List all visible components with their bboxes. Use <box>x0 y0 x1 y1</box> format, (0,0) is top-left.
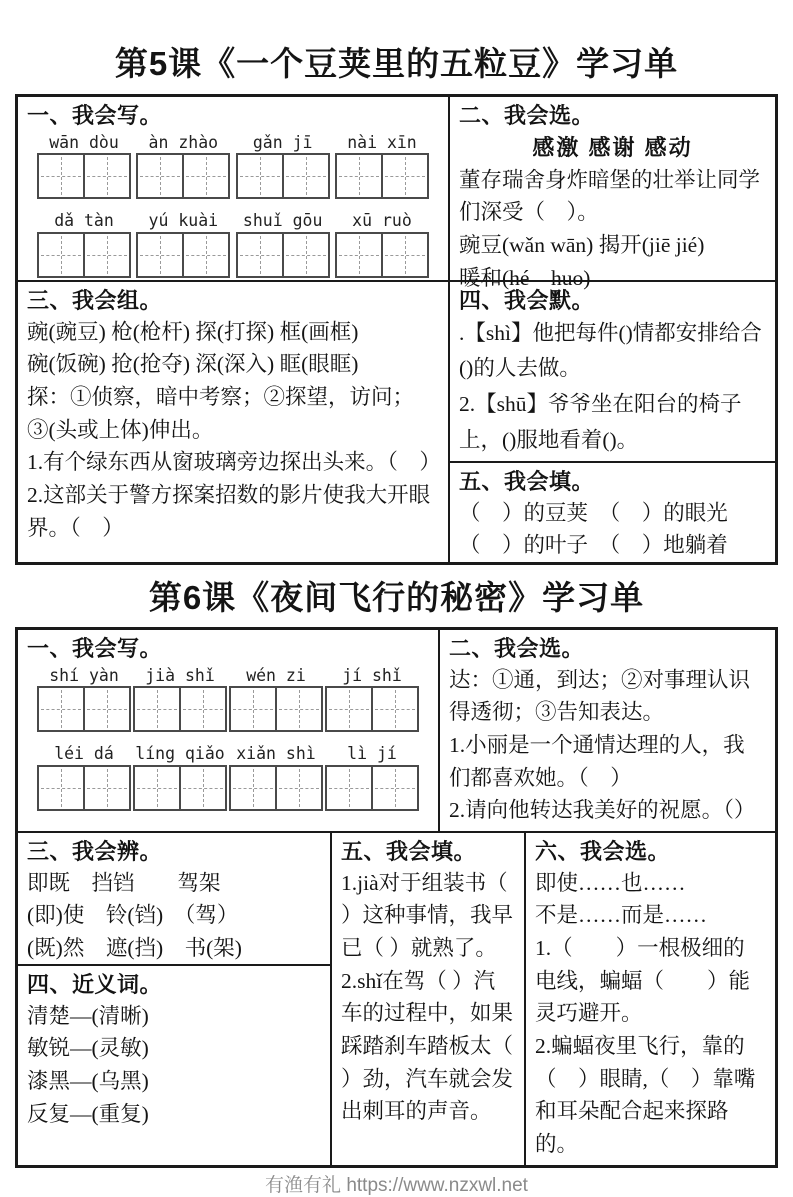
grid-cell <box>83 688 129 730</box>
grid-cell <box>327 688 371 730</box>
writing-grid <box>133 765 227 811</box>
pinyin-grid-group <box>236 211 330 278</box>
ws2-section-write <box>18 630 440 831</box>
pinyin-grid-group <box>335 211 429 278</box>
pinyin-label: jí shǐ <box>342 665 402 685</box>
ws2-xuan-heading: 六、我会选。 <box>535 839 671 865</box>
writing-grid <box>335 153 429 199</box>
pinyin-label: shí yàn <box>49 665 119 685</box>
worksheet1-table <box>15 94 778 565</box>
ws2-bian-line: 即既 挡铛 驾架 <box>27 870 221 895</box>
writing-grid <box>136 232 230 278</box>
ws2-section-tian <box>332 833 526 1165</box>
ws1-zu-line: 探：①侦察，暗中考察；②探望，访问；③(头或上体)伸出。 <box>27 385 415 442</box>
ws1-write-heading: 一、我会写。 <box>27 103 163 128</box>
ws2-write-heading: 一、我会写。 <box>27 636 163 661</box>
pinyin-grid-group <box>133 744 227 811</box>
pinyin-grid-group <box>37 133 131 200</box>
worksheet2-title: 第6课《夜间飞行的秘密》学习单 <box>148 579 645 616</box>
grid-cell <box>39 767 83 809</box>
writing-grid <box>325 765 419 811</box>
grid-cell <box>371 767 417 809</box>
ws2-tian-line: 1.jià对于组装书（ ）这种事情，我早已（ ）就熟了。 <box>341 870 514 961</box>
writing-grid <box>229 686 323 732</box>
ws1-choose-line: 豌豆(wǎn wān) 揭开(jiē jié) <box>459 233 705 258</box>
grid-cell <box>275 688 321 730</box>
ws2-section-xuan <box>526 833 775 1165</box>
writing-grid <box>37 153 131 199</box>
pinyin-label: wān dòu <box>49 132 119 152</box>
grid-cell <box>231 767 275 809</box>
ws1-section-tian <box>450 463 775 562</box>
grid-cell <box>83 155 129 197</box>
worksheet-page <box>15 0 778 1197</box>
ws1-choose-line: 董存瑞舍身炸暗堡的壮举让同学们深受（ ）。 <box>459 167 761 225</box>
grid-cell <box>381 155 427 197</box>
ws2-xuan-line: 即使……也…… <box>535 870 686 895</box>
worksheet2-table <box>15 627 778 1168</box>
ws2-bian-line: (既)然 遮(挡) 书(架) <box>27 936 242 961</box>
ws2-section-choose <box>440 630 775 831</box>
pinyin-grid-group <box>136 211 230 278</box>
pinyin-label: xū ruò <box>352 211 412 231</box>
ws1-section-write <box>18 97 450 282</box>
writing-grid <box>236 232 330 278</box>
ws1-zu-line: 碗(饭碗) 抢(抢夺) 深(深入) 眶(眼眶) <box>27 352 359 377</box>
pinyin-label: shuǐ gōu <box>242 211 323 231</box>
grid-cell <box>135 688 179 730</box>
pinyin-grid-group <box>229 744 323 811</box>
pinyin-grid-group <box>335 133 429 200</box>
ws2-write-row2 <box>27 742 429 811</box>
writing-grid <box>136 153 230 199</box>
ws2-jinyici-line: 漆黑—(乌黑) <box>27 1069 149 1094</box>
pinyin-label: àn zhào <box>148 132 219 152</box>
ws1-choose-line: 暖和(hé huo) <box>459 265 591 290</box>
pinyin-grid-group <box>325 666 419 733</box>
pinyin-label: líng qiǎo <box>135 744 225 764</box>
grid-cell <box>39 155 83 197</box>
pinyin-label: xiǎn shì <box>236 744 316 764</box>
ws1-tian-line: （ ）的豆荚 （ ）的眼光 <box>459 500 728 525</box>
grid-cell <box>337 234 381 276</box>
pinyin-grid-group <box>133 666 227 733</box>
ws2-xuan-line: 不是……而是…… <box>535 903 708 928</box>
grid-cell <box>282 234 328 276</box>
ws1-mo-line: .【shì】他把每件()情都安排给合()的人去做。 <box>459 320 762 381</box>
ws1-tian-line: （ ）的叶子 （ ）地躺着 <box>459 533 728 558</box>
grid-cell <box>275 767 321 809</box>
writing-grid <box>335 232 429 278</box>
ws1-zu-heading: 三、我会组。 <box>27 288 163 313</box>
ws2-xuan-line: 2.蝙蝠夜里飞行，靠的（ ）眼睛,（ ）靠嘴和耳朵配合起来探路的。 <box>535 1034 756 1157</box>
ws2-jinyici-line: 清楚—(清晰) <box>27 1003 149 1028</box>
pinyin-label: gǎn jī <box>252 132 313 152</box>
ws1-zu-line: 1.有个绿东西从窗玻璃旁边探出头来。（ ） <box>27 450 441 475</box>
ws2-section-jinyici <box>18 966 332 1165</box>
ws1-mo-line: 2.【shū】爷爷坐在阳台的椅子上，()服地看着()。 <box>459 392 742 452</box>
ws2-xuan-line: 1.（ ）一根极细的电线，蝙蝠（ ）能灵巧避开。 <box>535 936 751 1026</box>
ws1-mo-heading: 四、我会默。 <box>459 288 595 313</box>
ws1-zu-line: 2.这部关于警方探案招数的影片使我大开眼界。（ ） <box>27 483 431 540</box>
pinyin-label: lì jí <box>347 744 397 764</box>
grid-cell <box>182 155 228 197</box>
grid-cell <box>282 155 328 197</box>
ws2-bian-line: (即)使 铃(铛) （驾） <box>27 903 239 928</box>
ws1-write-row1 <box>27 131 439 200</box>
ws1-write-row2 <box>27 209 439 278</box>
writing-grid <box>133 686 227 732</box>
ws1-tian-heading: 五、我会填。 <box>459 469 595 494</box>
grid-cell <box>179 688 225 730</box>
ws1-section-choose <box>450 97 775 290</box>
grid-cell <box>381 234 427 276</box>
ws2-section-bian <box>18 833 332 966</box>
ws2-tian-heading: 五、我会填。 <box>341 839 477 865</box>
ws2-jinyici-line: 敏锐—(灵敏) <box>27 1036 149 1061</box>
pinyin-grid-group <box>136 133 230 200</box>
grid-cell <box>39 234 83 276</box>
ws2-jinyici-heading: 四、近义词。 <box>27 972 163 998</box>
ws1-section-mo <box>450 282 775 463</box>
pinyin-grid-group <box>37 211 131 278</box>
ws2-choose-line: 2.请向他转达我美好的祝愿。（） <box>449 798 756 823</box>
ws2-choose-line: 达：①通，到达；②对事理认识得透彻；③告知表达。 <box>449 667 751 725</box>
grid-cell <box>138 234 182 276</box>
writing-grid <box>325 686 419 732</box>
ws2-write-row1 <box>27 664 429 733</box>
worksheet1-title: 第5课《一个豆荚里的五粒豆》学习单 <box>114 45 679 82</box>
pinyin-label: wén zi <box>246 665 306 685</box>
pinyin-grid-group <box>236 133 330 200</box>
grid-cell <box>231 688 275 730</box>
grid-cell <box>83 234 129 276</box>
writing-grid <box>37 765 131 811</box>
pinyin-grid-group <box>229 666 323 733</box>
pinyin-label: jià shǐ <box>145 665 215 685</box>
writing-grid <box>229 765 323 811</box>
ws1-section-zu <box>18 282 450 562</box>
grid-cell <box>179 767 225 809</box>
pinyin-grid-group <box>37 666 131 733</box>
grid-cell <box>182 234 228 276</box>
grid-cell <box>238 234 282 276</box>
ws2-jinyici-line: 反复—(重复) <box>27 1101 149 1126</box>
grid-cell <box>83 767 129 809</box>
grid-cell <box>337 155 381 197</box>
writing-grid <box>37 232 131 278</box>
pinyin-grid-group <box>37 744 131 811</box>
writing-grid <box>236 153 330 199</box>
writing-grid <box>37 686 131 732</box>
pinyin-grid-group <box>325 744 419 811</box>
grid-cell <box>238 155 282 197</box>
watermark-footer: 有渔有礼 https://www.nzxwl.net <box>265 1174 528 1196</box>
ws2-bian-heading: 三、我会辨。 <box>27 839 163 865</box>
ws2-tian-line: 2.shǐ在驾（ ）汽车的过程中，如果踩踏刹车踏板太（ ）劲，汽车就会发出刺耳的声音。 <box>341 968 514 1124</box>
ws1-zu-line: 豌(豌豆) 枪(枪杆) 探(打探) 框(画框) <box>27 319 359 344</box>
grid-cell <box>135 767 179 809</box>
grid-cell <box>138 155 182 197</box>
pinyin-label: yú kuài <box>148 211 219 231</box>
grid-cell <box>39 688 83 730</box>
pinyin-label: dǎ tàn <box>54 211 114 231</box>
grid-cell <box>371 688 417 730</box>
pinyin-label: léi dá <box>54 744 114 764</box>
ws1-choose-options: 感激 感谢 感动 <box>532 134 693 160</box>
grid-cell <box>327 767 371 809</box>
ws2-choose-line: 1.小丽是一个通情达理的人，我们都喜欢她。（ ） <box>449 733 745 790</box>
ws2-choose-heading: 二、我会选。 <box>449 636 585 661</box>
ws1-choose-heading: 二、我会选。 <box>459 103 595 128</box>
pinyin-label: nài xīn <box>347 132 417 152</box>
